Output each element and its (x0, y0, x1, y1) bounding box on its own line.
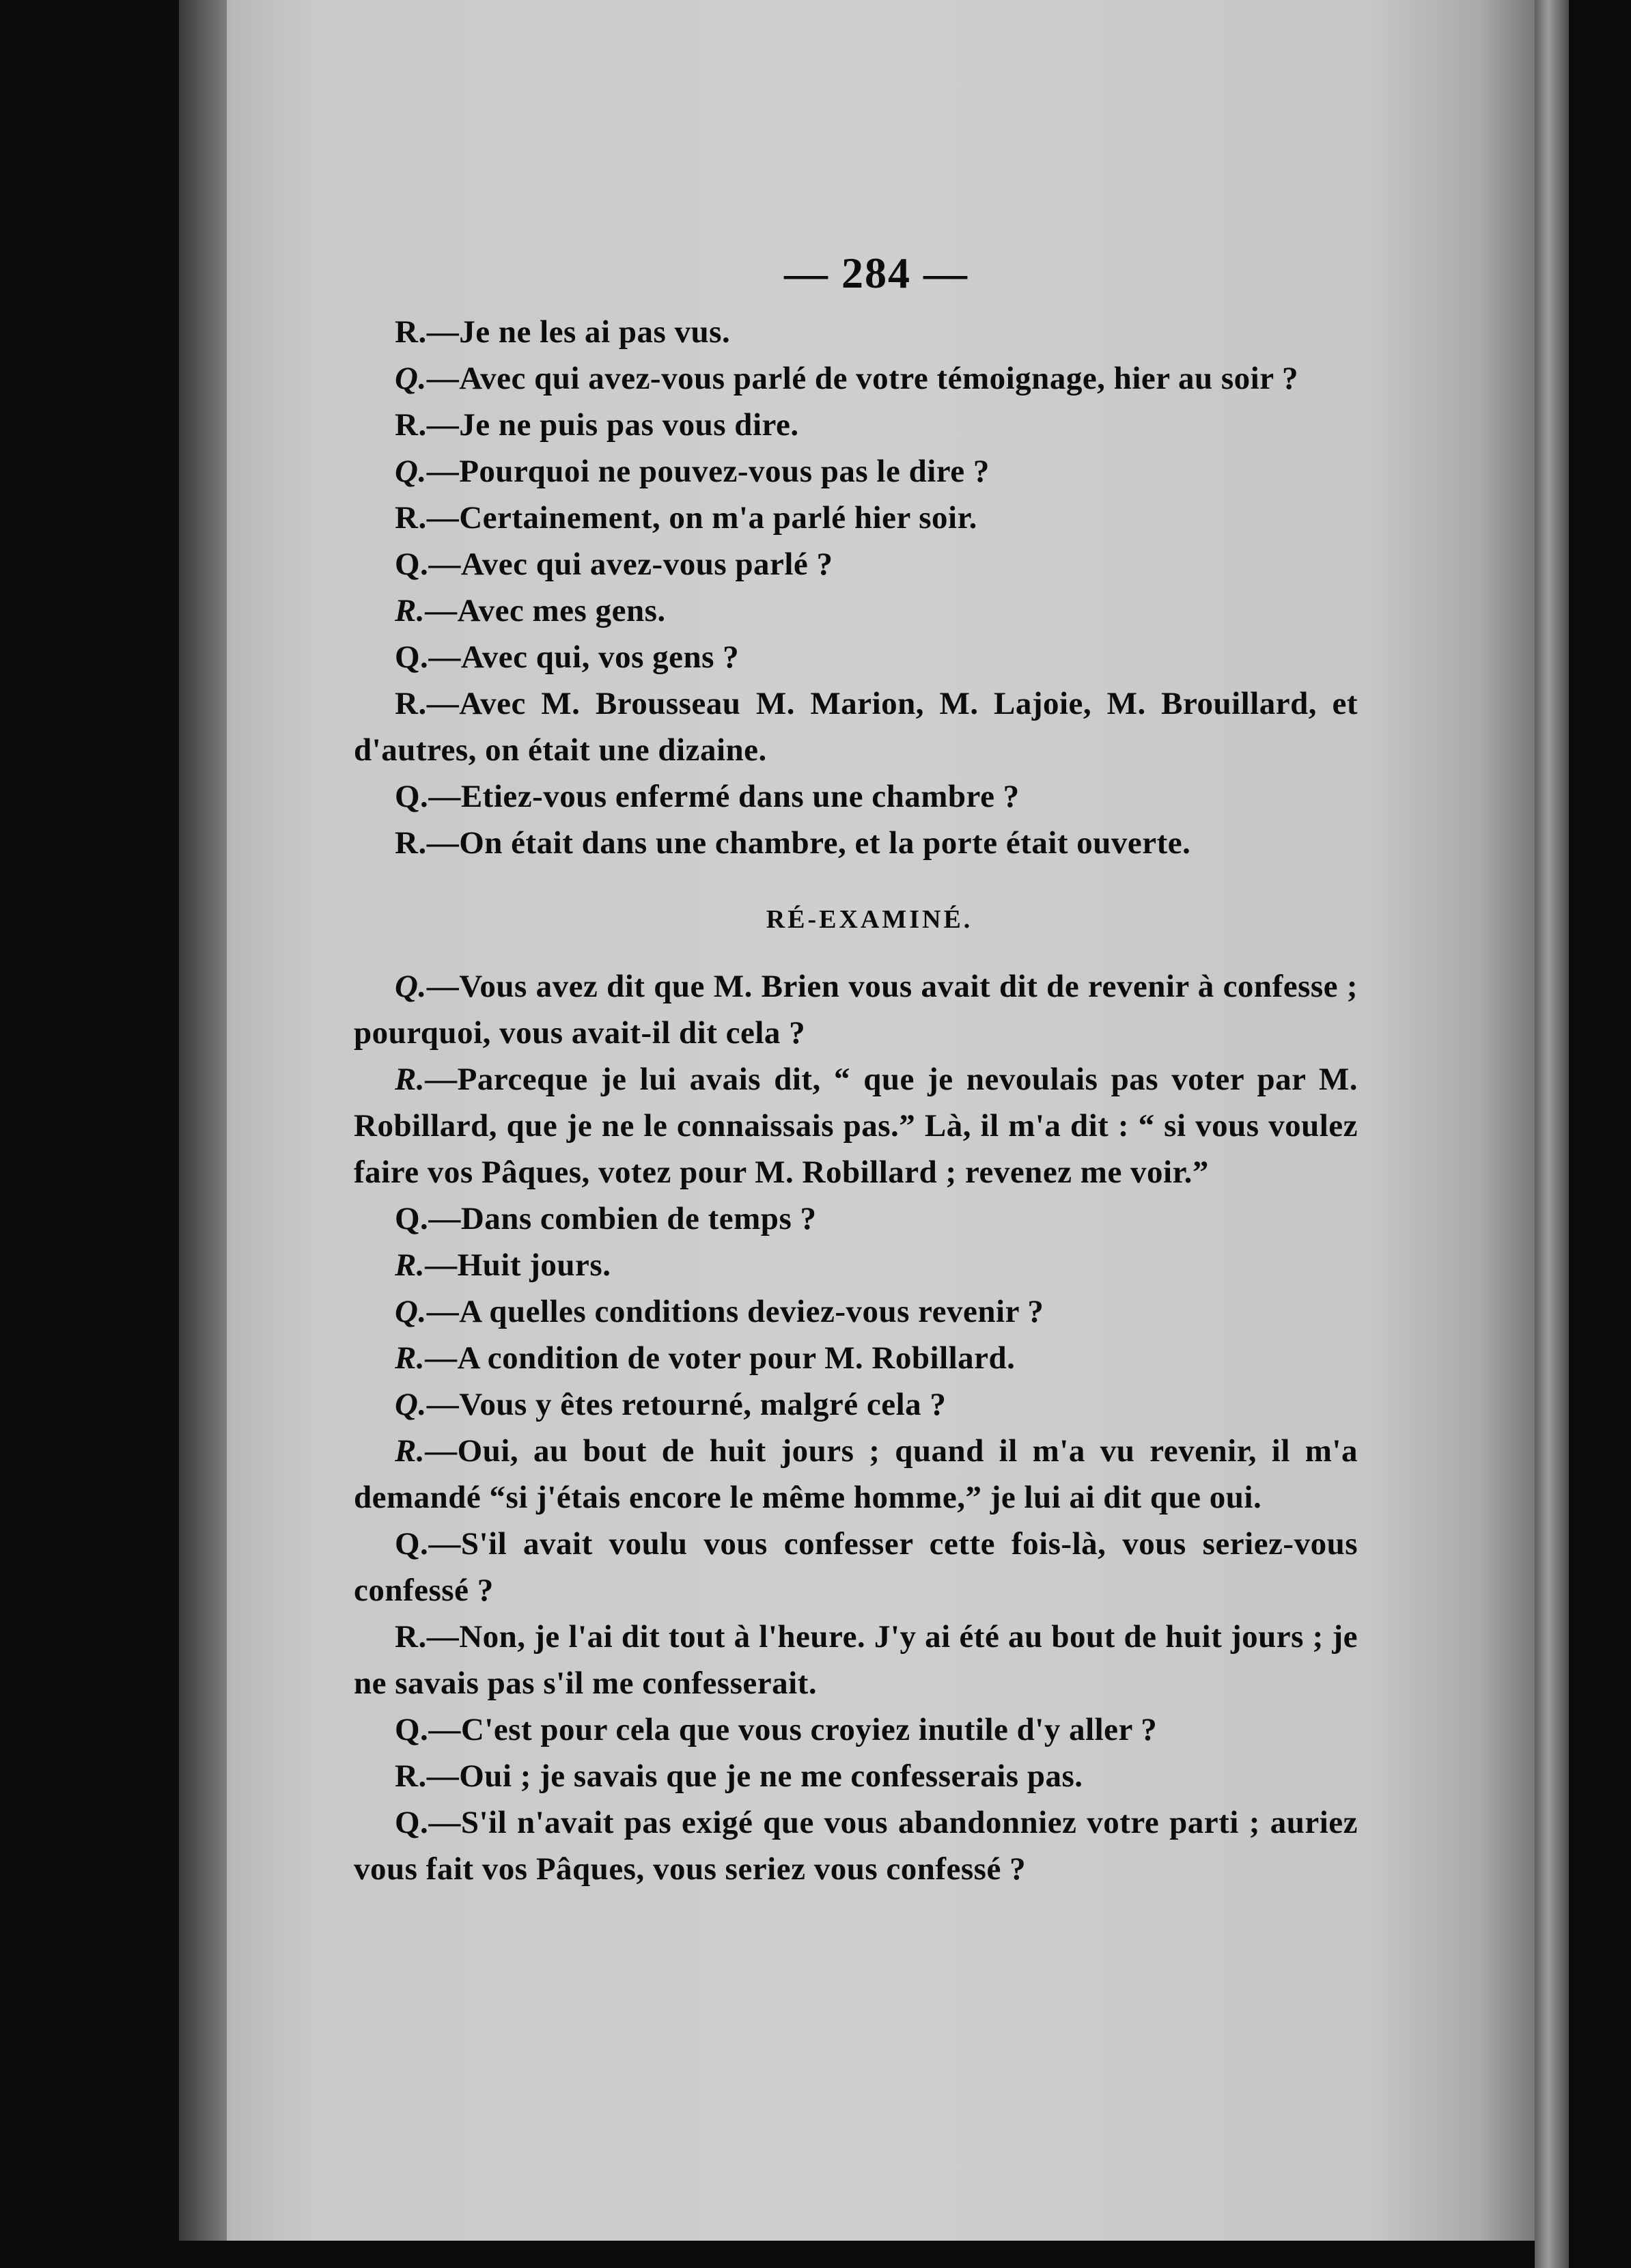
testimony-text: —Vous avez dit que M. Brien vous avait dit de revenir à confesse ; pourquoi, vous avait-il dit cela ? (354, 969, 1358, 1051)
testimony-line (354, 1521, 1358, 1614)
speaker-label: Q. (395, 639, 429, 675)
testimony-text: —Non, je l'ai dit tout à l'heure. J'y ai été au bout de huit jours ; je ne savais pas s'il me confesserait. (354, 1619, 1358, 1701)
testimony-text: —Oui ; je savais que je ne me confesserais pas. (426, 1758, 1083, 1794)
speaker-label: R. (395, 1619, 427, 1655)
testimony-line (354, 495, 1358, 541)
speaker-label: R. (395, 1340, 426, 1376)
speaker-label: R. (395, 314, 427, 350)
testimony-text: —Je ne puis pas vous dire. (426, 407, 799, 443)
testimony-line (354, 1706, 1358, 1753)
facing-page-edge (1535, 0, 1569, 2268)
speaker-label: R. (395, 686, 427, 721)
speaker-label: Q. (395, 1712, 429, 1747)
testimony-text: —Avec qui avez-vous parlé ? (428, 547, 833, 582)
binding-gutter (179, 0, 227, 2241)
speaker-label: Q. (395, 547, 429, 582)
testimony-line (354, 1335, 1358, 1381)
testimony-line (354, 402, 1358, 448)
testimony-text: —Huit jours. (425, 1247, 611, 1283)
testimony-text: —Etiez-vous enfermé dans une chambre ? (428, 779, 1020, 814)
testimony-line (354, 1288, 1358, 1335)
testimony-text: —Pourquoi ne pouvez-vous pas le dire ? (426, 454, 990, 489)
speaker-label: R. (395, 1758, 427, 1794)
page-number: — 284 — (784, 249, 968, 297)
speaker-label: Q. (395, 361, 427, 396)
testimony-text: —Avec qui avez-vous parlé de votre témoignage, hier au soir ? (426, 361, 1299, 396)
testimony-line (354, 963, 1358, 1056)
testimony-line (354, 1753, 1358, 1799)
testimony-text: —S'il avait voulu vous confesser cette fois-là, vous seriez-vous confessé ? (354, 1526, 1358, 1608)
testimony-block-cross-examination (354, 309, 1358, 866)
speaker-label: Q. (395, 1387, 427, 1422)
page-text (354, 246, 1358, 1892)
testimony-text: —Dans combien de temps ? (428, 1201, 817, 1236)
testimony-block-re-examination (354, 963, 1358, 1892)
speaker-label: R. (395, 1062, 426, 1097)
speaker-label: R. (395, 1247, 426, 1283)
testimony-line (354, 1614, 1358, 1706)
speaker-label: R. (395, 500, 427, 536)
testimony-line (354, 680, 1358, 773)
speaker-label: R. (395, 1433, 426, 1469)
testimony-text: —S'il n'avait pas exigé que vous abandonniez votre parti ; auriez vous fait vos Pâques, vous seriez vous confessé ? (354, 1805, 1358, 1887)
section-heading: RÉ-EXAMINÉ. (766, 905, 973, 934)
testimony-text: —Je ne les ai pas vus. (426, 314, 731, 350)
speaker-label: Q. (395, 1805, 429, 1840)
speaker-label: R. (395, 593, 426, 628)
testimony-line (354, 355, 1358, 402)
testimony-text: —Avec mes gens. (425, 593, 666, 628)
speaker-label: Q. (395, 1526, 429, 1562)
testimony-text: —Oui, au bout de huit jours ; quand il m'a vu revenir, il m'a demandé “si j'étais encore le même homme,” je lui ai dit que oui. (354, 1433, 1358, 1515)
testimony-line (354, 1381, 1358, 1428)
speaker-label: R. (395, 407, 427, 443)
testimony-text: —Avec M. Brousseau M. Marion, M. Lajoie, M. Brouillard, et d'autres, on était une dizaine. (354, 686, 1358, 768)
testimony-text: —Avec qui, vos gens ? (428, 639, 740, 675)
testimony-text: —Parceque je lui avais dit, “ que je nevoulais pas voter par M. Robillard, que je ne le connaissais pas.” Là, il m'a dit : “ si vous voulez faire vos Pâques, votez pour M. Robillard ; revenez me voir.” (354, 1062, 1358, 1190)
speaker-label: Q. (395, 969, 427, 1004)
speaker-label: R. (395, 825, 427, 861)
scan-border (1569, 0, 1631, 2268)
testimony-line (354, 587, 1358, 634)
speaker-label: Q. (395, 1201, 429, 1236)
testimony-line (354, 448, 1358, 495)
testimony-text: —Vous y êtes retourné, malgré cela ? (426, 1387, 947, 1422)
testimony-line (354, 773, 1358, 820)
testimony-line (354, 1195, 1358, 1242)
speaker-label: Q. (395, 779, 429, 814)
testimony-line (354, 1242, 1358, 1288)
testimony-text: —A quelles conditions deviez-vous revenir ? (426, 1294, 1044, 1329)
testimony-line (354, 820, 1358, 866)
testimony-line (354, 634, 1358, 680)
testimony-line (354, 309, 1358, 355)
testimony-text: —Certainement, on m'a parlé hier soir. (426, 500, 977, 536)
testimony-line (354, 1799, 1358, 1892)
testimony-text: —On était dans une chambre, et la porte était ouverte. (426, 825, 1191, 861)
testimony-line (354, 1428, 1358, 1521)
speaker-label: Q. (395, 454, 427, 489)
testimony-text: —C'est pour cela que vous croyiez inutile d'y aller ? (428, 1712, 1158, 1747)
speaker-label: Q. (395, 1294, 427, 1329)
testimony-line (354, 1056, 1358, 1195)
testimony-line (354, 541, 1358, 587)
testimony-text: —A condition de voter pour M. Robillard. (425, 1340, 1016, 1376)
